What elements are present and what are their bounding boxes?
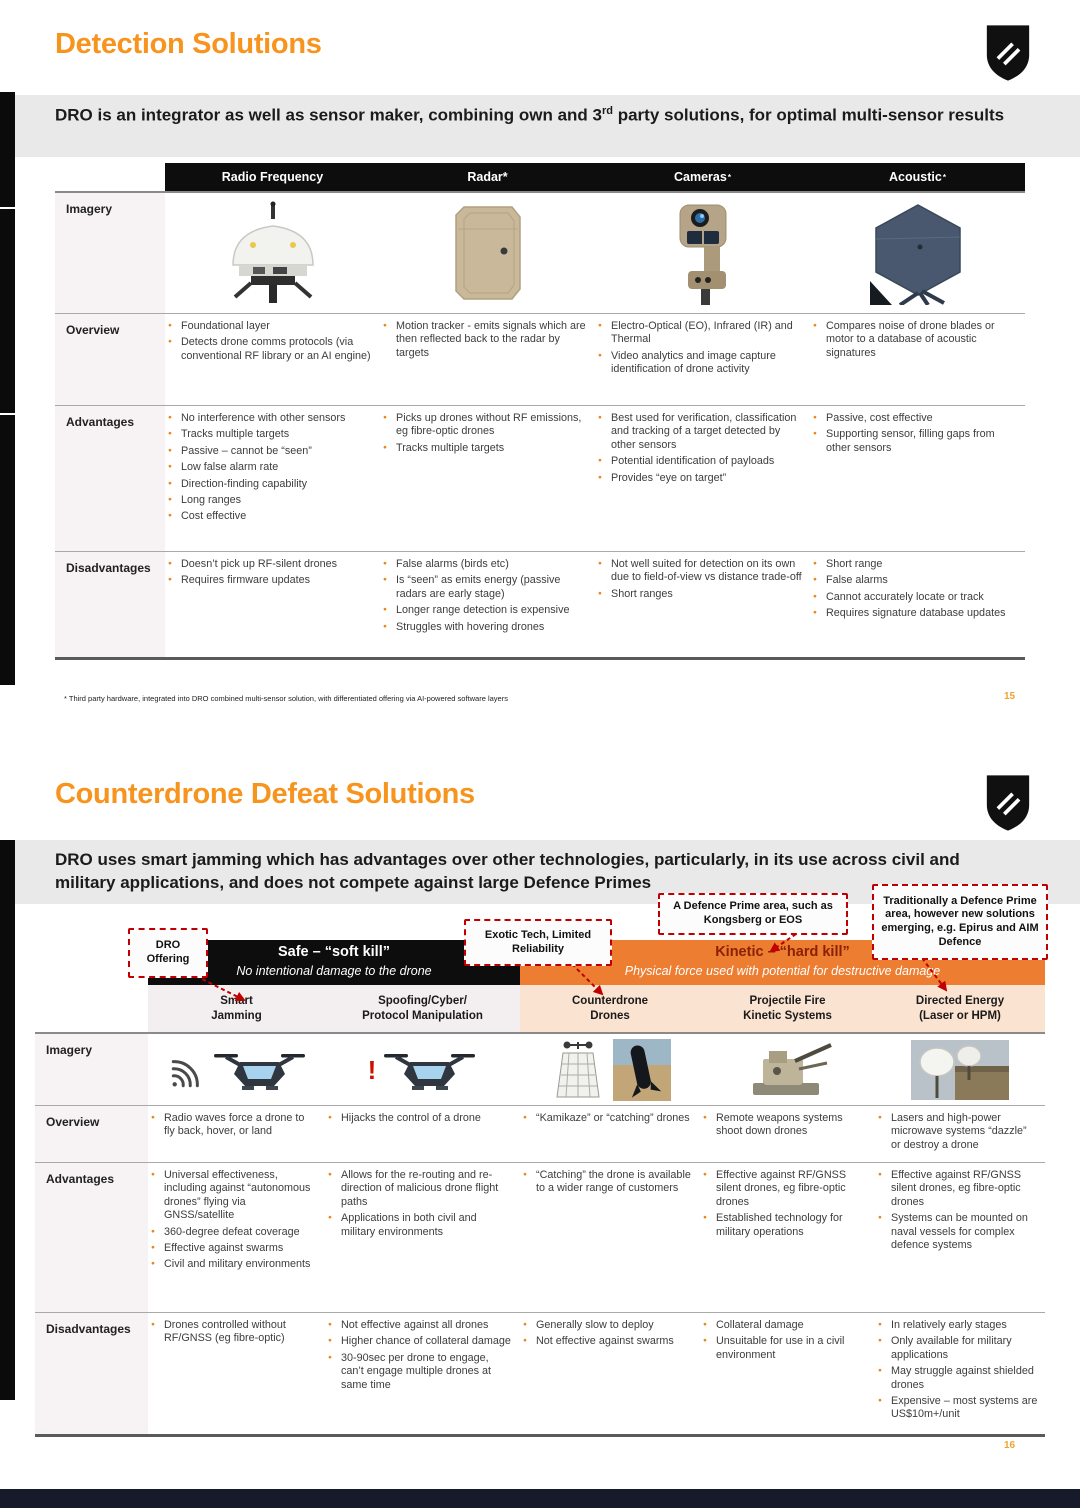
soft-kill-subtitle: No intentional damage to the drone	[236, 963, 432, 978]
bullet-list	[165, 320, 378, 363]
bullet-list	[165, 558, 378, 588]
header-cell-radio-frequency	[165, 163, 380, 191]
left-edge-strip	[0, 92, 15, 685]
column-label: Drones	[590, 1009, 630, 1022]
cell-advantages-counterdrone	[520, 1163, 700, 1312]
cell-disadvantages-rf	[165, 552, 380, 657]
bullet-item: ● Supporting sensor, filling gaps from other sensors	[810, 428, 1018, 455]
row-label-imagery: Imagery	[55, 193, 165, 313]
slide1-title: Detection Solutions	[55, 28, 322, 60]
row-label-imagery: Imagery	[35, 1034, 148, 1105]
slide1-subtitle-text2: party solutions, for optimal multi-sensor results	[613, 105, 1005, 125]
bullet-item: ● Direction-finding capability	[165, 478, 373, 491]
cell-imagery-jamming	[148, 1034, 325, 1105]
column-label: Kinetic Systems	[743, 1009, 832, 1022]
bullet-list	[700, 1319, 873, 1362]
detection-table	[55, 163, 1025, 660]
bullet-item: ● In relatively early stages	[875, 1319, 1038, 1332]
bullet-item: ● Not effective against all drones	[325, 1319, 513, 1332]
bullet-item: ● No interference with other sensors	[165, 412, 373, 425]
cell-overview-counterdrone	[520, 1106, 700, 1162]
column-label: Radar*	[467, 170, 508, 184]
row-label-disadvantages: Disadvantages	[35, 1313, 148, 1434]
dro-logo-icon	[985, 22, 1031, 84]
cell-advantages-acoustic	[810, 406, 1025, 551]
cell-disadvantages-counterdrone	[520, 1313, 700, 1434]
bottom-bar	[0, 1489, 1080, 1508]
bullet-item: ● Motion tracker - emits signals which are then reflected back to the radar by targets	[380, 320, 588, 360]
bullet-list	[700, 1112, 873, 1139]
bullet-item: ● Detects drone comms protocols (via conventional RF library or an AI engine)	[165, 336, 373, 363]
cell-overview-acoustic	[810, 314, 1025, 405]
bullet-item: ● May struggle against shielded drones	[875, 1365, 1038, 1392]
bullet-item: ● Radio waves force a drone to fly back, hover, or land	[148, 1112, 318, 1139]
cell-overview-cameras	[595, 314, 810, 405]
cell-imagery-spoofing	[325, 1034, 520, 1105]
strip-gap	[0, 207, 15, 209]
cell-advantages-spoofing	[325, 1163, 520, 1312]
bullet-item: ● Electro-Optical (EO), Infrared (IR) and Thermal	[595, 320, 803, 347]
slide1-subtitle-sup: rd	[602, 105, 613, 117]
bullet-item: ● Systems can be mounted on naval vessels for complex defence systems	[875, 1212, 1038, 1252]
kamikaze-drone-image	[613, 1039, 671, 1101]
bullet-item: ● Cannot accurately locate or track	[810, 591, 1018, 604]
cell-advantages-radar	[380, 406, 595, 551]
bullet-item: ● Civil and military environments	[148, 1258, 318, 1271]
dro-logo-icon	[985, 772, 1031, 834]
header-cell-radar	[380, 163, 595, 191]
slide1-subtitle	[0, 95, 1080, 157]
bullet-item: ● Generally slow to deploy	[520, 1319, 693, 1332]
bullet-item: ● Tracks multiple targets	[165, 428, 373, 441]
bullet-list	[520, 1112, 698, 1125]
bullet-item: ● Allows for the re-routing and re-direction of malicious drone flight paths	[325, 1169, 513, 1209]
cell-disadvantages-projectile	[700, 1313, 875, 1434]
bullet-item: ● Established technology for military operations	[700, 1212, 868, 1239]
bullet-list	[875, 1319, 1043, 1422]
defeat-advantages-row	[35, 1162, 1045, 1312]
defeat-header-row	[35, 985, 1045, 1032]
cell-imagery-projectile	[700, 1034, 875, 1105]
column-label: Smart	[220, 994, 253, 1007]
bullet-item: ● Applications in both civil and military environments	[325, 1212, 513, 1239]
camera-gimbal-image	[660, 201, 746, 305]
detection-overview-row	[55, 313, 1025, 405]
row-label-disadvantages: Disadvantages	[55, 552, 165, 657]
bullet-item: ● Long ranges	[165, 494, 373, 507]
cell-imagery-cameras	[595, 193, 810, 313]
bullet-item: ● Unsuitable for use in a civil environment	[700, 1335, 868, 1362]
header-cell-cameras	[595, 163, 810, 191]
cell-overview-projectile	[700, 1106, 875, 1162]
bullet-list	[595, 320, 808, 377]
header-cell-projectile-fire	[700, 985, 875, 1032]
header-cell-counterdrone-drones	[520, 985, 700, 1032]
slide1-subtitle-text: DRO is an integrator as well as sensor maker, combining own and 3	[55, 105, 602, 125]
bullet-item: ● Only available for military applications	[875, 1335, 1038, 1362]
header-cell-acoustic	[810, 163, 1025, 191]
defeat-table	[35, 985, 1045, 1437]
slide1-page-number: 15	[1004, 691, 1016, 702]
cell-advantages-projectile	[700, 1163, 875, 1312]
strip-gap	[0, 413, 15, 415]
bullet-item: ● Lasers and high-power microwave systems “dazzle” or destroy a drone	[875, 1112, 1038, 1152]
bullet-item: ● Passive, cost effective	[810, 412, 1018, 425]
cell-advantages-rf	[165, 406, 380, 551]
column-label: Cameras	[674, 170, 727, 184]
row-label-overview: Overview	[35, 1106, 148, 1162]
callout-defence-prime: A Defence Prime area, such as Kongsberg or EOS	[658, 893, 848, 935]
weapon-turret-image	[739, 1039, 837, 1101]
bullet-item: ● Requires firmware updates	[165, 574, 373, 587]
header-spacer	[55, 163, 165, 191]
callout-traditionally-defence-prime: Traditionally a Defence Prime area, however new solutions emerging, e.g. Epirus and AIM Defence	[872, 884, 1048, 960]
radio-waves-icon	[166, 1047, 206, 1093]
bullet-item: ● Foundational layer	[165, 320, 373, 333]
cell-overview-directed	[875, 1106, 1045, 1162]
bullet-list	[810, 412, 1023, 455]
column-label: Radio Frequency	[221, 170, 324, 184]
slide2-page-number: 16	[1004, 1440, 1016, 1451]
row-label-overview: Overview	[55, 314, 165, 405]
bullet-item: ● Short range	[810, 558, 1018, 571]
column-label-sup: *	[942, 172, 946, 182]
detection-header-row	[55, 163, 1025, 191]
bullet-list	[165, 412, 378, 524]
bullet-item: ● Video analytics and image capture identification of drone activity	[595, 350, 803, 377]
bullet-item: ● Drones controlled without RF/GNSS (eg fibre-optic)	[148, 1319, 318, 1346]
cell-imagery-acoustic	[810, 193, 1025, 313]
bullet-item: ● Best used for verification, classification and tracking of a target detected by other sensors	[595, 412, 803, 452]
bullet-list	[875, 1169, 1043, 1252]
bullet-item: ● Cost effective	[165, 510, 373, 523]
directed-energy-dish-image	[911, 1040, 1009, 1100]
cell-imagery-rf	[165, 193, 380, 313]
bullet-item: ● Expensive – most systems are US$10m+/unit	[875, 1395, 1038, 1422]
acoustic-sensor-image	[870, 201, 966, 305]
bullet-item: ● Low false alarm rate	[165, 461, 373, 474]
defeat-overview-row	[35, 1105, 1045, 1162]
slide1-footnote: * Third party hardware, integrated into DRO combined multi-sensor solution, with differentiated offering via AI-powered software layers	[64, 694, 508, 703]
bullet-list	[595, 412, 808, 485]
cell-advantages-directed	[875, 1163, 1045, 1312]
bullet-item: ● Not well suited for detection on its own due to field-of-view vs distance trade-off	[595, 558, 803, 585]
soft-kill-title: Safe – “soft kill”	[277, 944, 390, 960]
detection-imagery-row	[55, 191, 1025, 313]
cell-disadvantages-cameras	[595, 552, 810, 657]
column-label: (Laser or HPM)	[919, 1009, 1001, 1022]
bullet-item: ● Struggles with hovering drones	[380, 621, 588, 634]
bullet-list	[520, 1169, 698, 1196]
bullet-list	[595, 558, 808, 601]
bullet-item: ● Requires signature database updates	[810, 607, 1018, 620]
callout-exotic-tech: Exotic Tech, Limited Reliability	[464, 919, 612, 966]
cell-disadvantages-acoustic	[810, 552, 1025, 657]
bullet-list	[380, 320, 593, 360]
bullet-item: ● Short ranges	[595, 588, 803, 601]
column-label: Counterdrone	[571, 994, 649, 1007]
bullet-item: ● Tracks multiple targets	[380, 442, 588, 455]
cell-advantages-jamming	[148, 1163, 325, 1312]
net-drone-image	[549, 1039, 607, 1101]
bullet-item: ● Remote weapons systems shoot down drones	[700, 1112, 868, 1139]
bullet-item: ● Effective against RF/GNSS silent drones, eg fibre-optic drones	[875, 1169, 1038, 1209]
row-label-advantages: Advantages	[55, 406, 165, 551]
slide2-subtitle: DRO uses smart jamming which has advantages over other technologies, particularly, in its use across civil and military applications, and does not compete against large Defence Primes	[0, 840, 1080, 904]
bullet-list	[148, 1112, 323, 1139]
hard-kill-subtitle: Physical force used with potential for destructive damage	[624, 963, 941, 978]
bullet-list	[810, 558, 1023, 621]
cell-disadvantages-jamming	[148, 1313, 325, 1434]
slide2-title: Counterdrone Defeat Solutions	[55, 778, 475, 810]
column-label: Protocol Manipulation	[362, 1009, 483, 1022]
bullet-item: ● False alarms (birds etc)	[380, 558, 588, 571]
drone-image	[382, 1046, 477, 1094]
bullet-item: ● 30-90sec per drone to engage, can’t engage multiple drones at same time	[325, 1352, 513, 1392]
bullet-list	[148, 1169, 323, 1272]
bullet-item: ● Picks up drones without RF emissions, eg fibre-optic drones	[380, 412, 588, 439]
bullet-list	[325, 1112, 518, 1125]
cell-advantages-cameras	[595, 406, 810, 551]
cell-imagery-directed	[875, 1034, 1045, 1105]
column-label: Spoofing/Cyber/	[378, 994, 467, 1007]
callout-dro-offering: DRO Offering	[128, 928, 208, 978]
bullet-item: ● Hijacks the control of a drone	[325, 1112, 513, 1125]
hard-kill-title: Kinetic – “hard kill”	[715, 944, 850, 960]
alert-icon: !	[367, 1054, 377, 1085]
cell-overview-jamming	[148, 1106, 325, 1162]
bullet-item: ● Not effective against swarms	[520, 1335, 693, 1348]
header-spacer	[35, 985, 148, 1032]
cell-overview-rf	[165, 314, 380, 405]
bullet-item: ● Effective against RF/GNSS silent drones, eg fibre-optic drones	[700, 1169, 868, 1209]
radar-panel-image	[452, 203, 524, 303]
cell-disadvantages-directed	[875, 1313, 1045, 1434]
cell-disadvantages-spoofing	[325, 1313, 520, 1434]
bullet-item: ● Effective against swarms	[148, 1242, 318, 1255]
bullet-item: ● 360-degree defeat coverage	[148, 1226, 318, 1239]
bullet-item: ● Passive – cannot be “seen”	[165, 445, 373, 458]
bullet-list	[810, 320, 1023, 360]
bullet-item: ● False alarms	[810, 574, 1018, 587]
cell-imagery-counterdrone	[520, 1034, 700, 1105]
bullet-item: ● Doesn’t pick up RF-silent drones	[165, 558, 373, 571]
bullet-list	[325, 1319, 518, 1392]
bullet-list	[520, 1319, 698, 1349]
header-cell-smart-jamming	[148, 985, 325, 1032]
bullet-item: ● Compares noise of drone blades or motor to a database of acoustic signatures	[810, 320, 1018, 360]
bullet-item: ● “Catching” the drone is available to a wider range of customers	[520, 1169, 693, 1196]
defeat-imagery-row	[35, 1032, 1045, 1105]
bullet-list	[380, 558, 593, 634]
left-edge-strip	[0, 840, 15, 1400]
column-label: Acoustic	[889, 170, 942, 184]
detection-disadvantages-row	[55, 551, 1025, 660]
bullet-item: ● “Kamikaze” or “catching” drones	[520, 1112, 693, 1125]
header-cell-spoofing	[325, 985, 520, 1032]
bullet-list	[325, 1169, 518, 1239]
bullet-item: ● Is “seen” as emits energy (passive radars are early stage)	[380, 574, 588, 601]
cell-overview-radar	[380, 314, 595, 405]
column-label: Jamming	[211, 1009, 262, 1022]
column-label-sup: *	[727, 172, 731, 182]
detection-advantages-row	[55, 405, 1025, 551]
bullet-list	[380, 412, 593, 455]
column-label: Directed Energy	[915, 994, 1005, 1007]
bullet-list	[875, 1112, 1043, 1152]
header-cell-directed-energy	[875, 985, 1045, 1032]
drone-image	[212, 1046, 307, 1094]
bullet-item: ● Collateral damage	[700, 1319, 868, 1332]
column-label: Projectile Fire	[749, 994, 826, 1007]
bullet-item: ● Higher chance of collateral damage	[325, 1335, 513, 1348]
bullet-item: ● Potential identification of payloads	[595, 455, 803, 468]
row-label-advantages: Advantages	[35, 1163, 148, 1312]
bullet-item: ● Longer range detection is expensive	[380, 604, 588, 617]
bullet-item: ● Provides “eye on target”	[595, 472, 803, 485]
defeat-disadvantages-row	[35, 1312, 1045, 1437]
cell-imagery-radar	[380, 193, 595, 313]
cell-overview-spoofing	[325, 1106, 520, 1162]
bullet-list	[700, 1169, 873, 1239]
bullet-list	[148, 1319, 323, 1346]
cell-disadvantages-radar	[380, 552, 595, 657]
rf-sensor-image	[217, 201, 329, 305]
bullet-item: ● Universal effectiveness, including against “autonomous drones” flying via GNSS/satellite	[148, 1169, 318, 1223]
